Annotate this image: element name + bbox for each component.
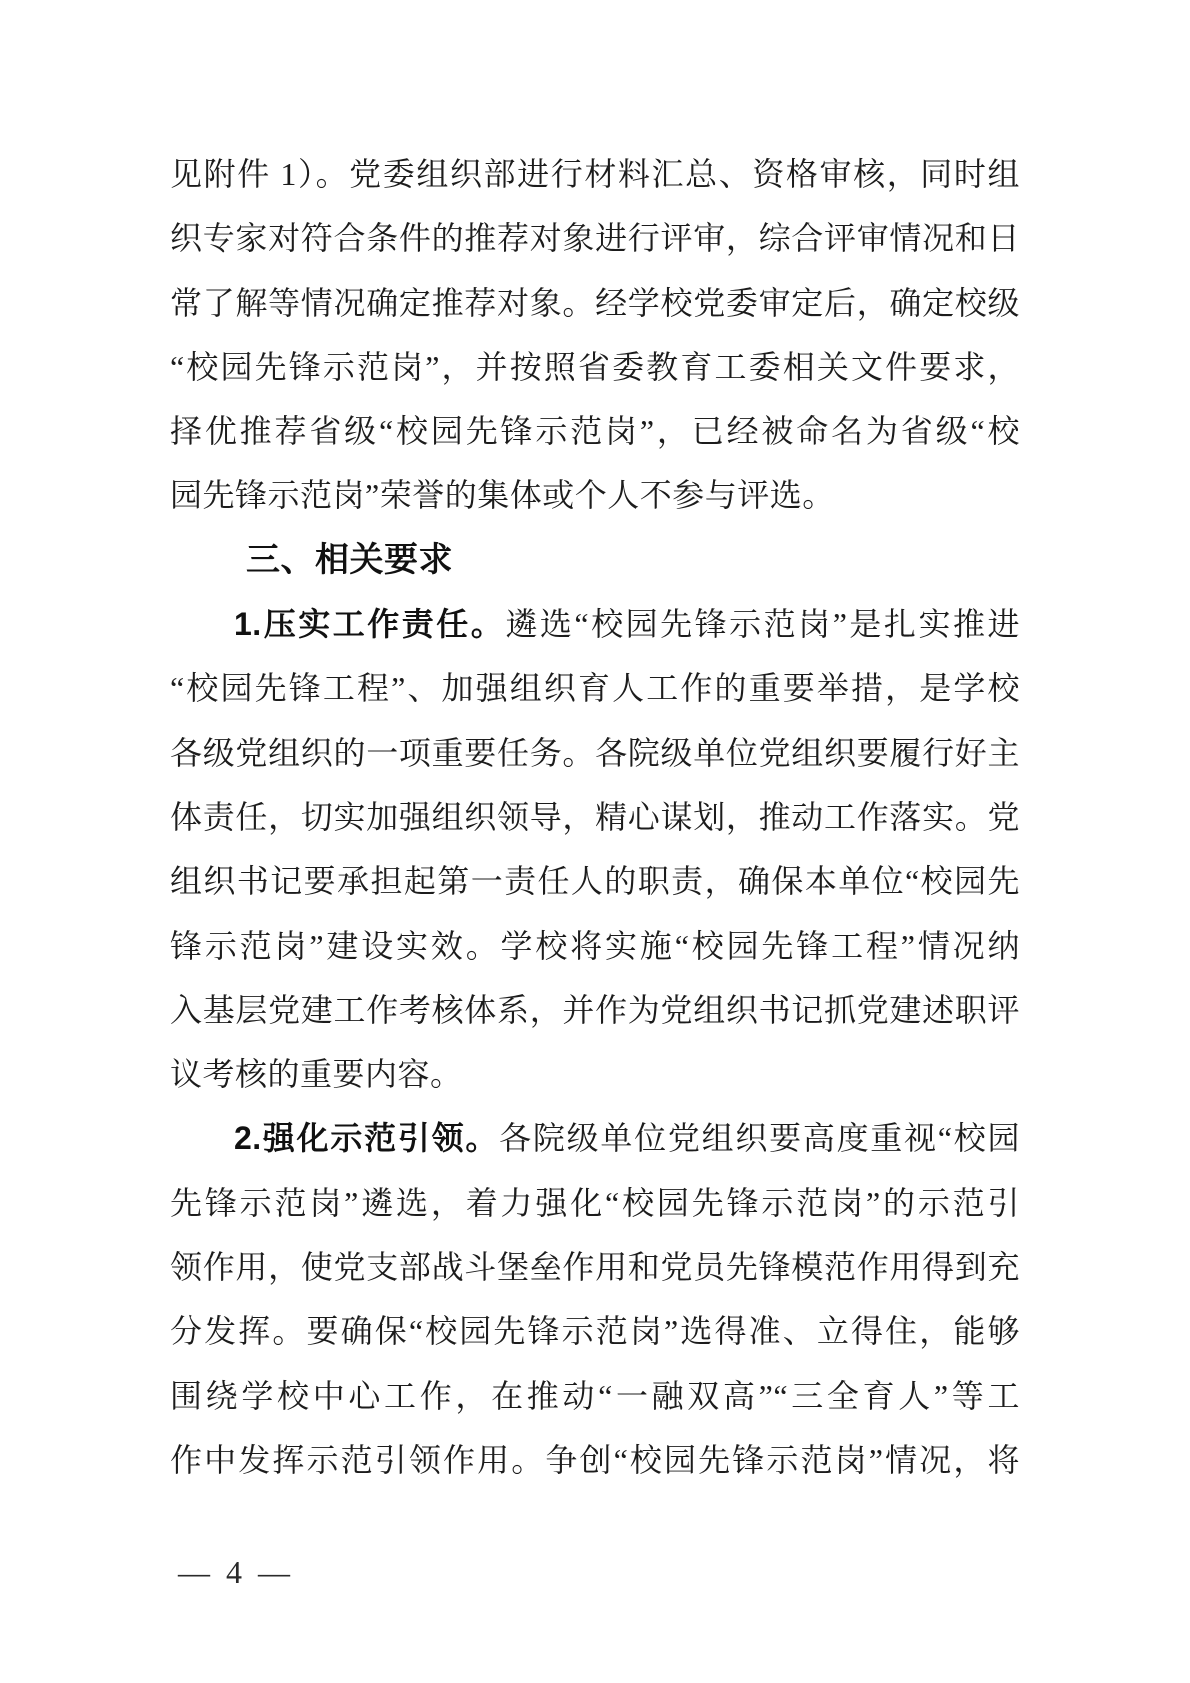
body-line — [170, 656, 1020, 720]
body-line-text: 园先锋示范岗”荣誉的集体或个人不参与评选。 — [170, 477, 835, 514]
body-line-text: 各院级单位党组织要高度重视“校园 — [499, 1120, 1020, 1157]
body-line-text: 作中发挥示范引领作用。争创“校园先锋示范岗”情况，将 — [170, 1441, 1020, 1478]
section-heading-text: 三、相关要求 — [246, 540, 453, 579]
page-number: — 4 — — [178, 1554, 294, 1590]
body-line-text: 入基层党建工作考核体系，并作为党组织书记抓党建述职评 — [170, 991, 1020, 1028]
body-line — [170, 785, 1020, 849]
body-line — [170, 978, 1020, 1042]
section-heading — [170, 528, 1020, 592]
body-line — [170, 399, 1020, 463]
body-line — [170, 1235, 1020, 1299]
document-body — [170, 142, 1020, 1492]
body-line-text: 领作用，使党支部战斗堡垒作用和党员先锋模范作用得到充 — [170, 1249, 1020, 1286]
numbered-point — [170, 1106, 1020, 1170]
body-line — [170, 463, 1020, 527]
body-line-text: 锋示范岗”建设实效。学校将实施“校园先锋工程”情况纳 — [170, 927, 1020, 964]
body-line — [170, 1042, 1020, 1106]
body-line — [170, 206, 1020, 270]
body-line — [170, 142, 1020, 206]
body-line-text: 织专家对符合条件的推荐对象进行评审，综合评审情况和日 — [170, 220, 1020, 257]
body-line — [170, 849, 1020, 913]
body-line — [170, 1364, 1020, 1428]
body-line — [170, 914, 1020, 978]
body-line-text: 常了解等情况确定推荐对象。经学校党委审定后，确定校级 — [170, 284, 1020, 321]
body-line — [170, 1428, 1020, 1492]
body-line-text: 各级党组织的一项重要任务。各院级单位党组织要履行好主 — [170, 734, 1020, 771]
body-line-text: 围绕学校中心工作，在推动“一融双高”“三全育人”等工 — [170, 1377, 1020, 1414]
body-line-text: 组织书记要承担起第一责任人的职责，确保本单位“校园先 — [170, 863, 1020, 900]
body-line-text: 见附件 1）。党委组织部进行材料汇总、资格审核，同时组 — [170, 156, 1020, 192]
body-line-text: 先锋示范岗”遴选，着力强化“校园先锋示范岗”的示范引 — [170, 1184, 1020, 1221]
numbered-point — [170, 592, 1020, 656]
body-line — [170, 721, 1020, 785]
body-line-text: 择优推荐省级“校园先锋示范岗”，已经被命名为省级“校 — [170, 413, 1020, 450]
body-line — [170, 271, 1020, 335]
body-line — [170, 1299, 1020, 1363]
body-line-text: “校园先锋工程”、加强组织育人工作的重要举措，是学校 — [170, 670, 1020, 707]
body-line-text: 体责任，切实加强组织领导，精心谋划，推动工作落实。党 — [170, 798, 1020, 835]
page-footer — [178, 1548, 294, 1596]
body-line-text: 议考核的重要内容。 — [170, 1056, 463, 1093]
body-line — [170, 335, 1020, 399]
body-line-text: “校园先锋示范岗”，并按照省委教育工委相关文件要求， — [170, 348, 1020, 385]
body-line-text: 分发挥。要确保“校园先锋示范岗”选得准、立得住，能够 — [170, 1313, 1020, 1350]
body-line — [170, 1171, 1020, 1235]
point-title: 1.压实工作责任。 — [234, 606, 506, 643]
body-line-text: 遴选“校园先锋示范岗”是扎实推进 — [505, 606, 1020, 643]
point-title: 2.强化示范引领。 — [234, 1120, 500, 1157]
